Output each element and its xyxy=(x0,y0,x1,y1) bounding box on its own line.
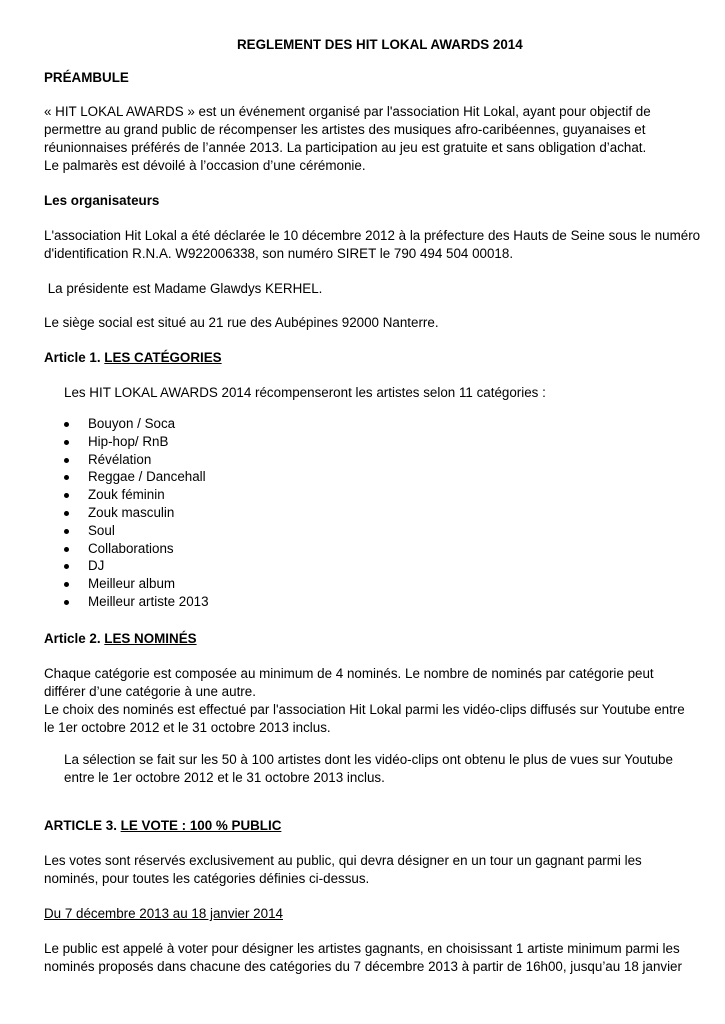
bullet-icon xyxy=(64,529,69,534)
category-label: Reggae / Dancehall xyxy=(88,469,206,485)
list-item xyxy=(64,486,209,504)
article2-line: Le choix des nominés est effectué par l'association Hit Lokal parmi les vidéo-clips diffusés sur Youtube entre xyxy=(44,702,685,717)
category-label: Soul xyxy=(88,522,115,538)
bullet-icon xyxy=(64,422,69,427)
vote-period: Du 7 décembre 2013 au 18 janvier 2014 xyxy=(44,906,283,921)
bullet-icon xyxy=(64,564,69,569)
article1-title: LES CATÉGORIES xyxy=(104,350,222,365)
preambule-line: Le palmarès est dévoilé à l’occasion d’une cérémonie. xyxy=(44,158,366,173)
article2-line: différer d’une catégorie à une autre. xyxy=(44,684,256,699)
article2-line: Chaque catégorie est composée au minimum de 4 nominés. Le nombre de nominés par catégorie peut xyxy=(44,666,654,681)
article3-line: Le public est appelé à voter pour désigner les artistes gagnants, en choisissant 1 artiste minimum parmi les xyxy=(44,941,680,956)
document-title: REGLEMENT DES HIT LOKAL AWARDS 2014 xyxy=(237,37,523,52)
bullet-icon xyxy=(64,547,69,552)
list-item xyxy=(64,540,209,558)
article1-number: Article 1. xyxy=(44,350,105,365)
list-item xyxy=(64,451,209,469)
list-item xyxy=(64,522,209,540)
category-list xyxy=(64,415,209,611)
category-label: Bouyon / Soca xyxy=(88,416,176,431)
category-label: Collaborations xyxy=(88,540,174,556)
preambule-line: permettre au grand public de récompenser les artistes des musiques afro-caribéennes, guyanaises et xyxy=(44,122,646,137)
organisateurs-heading: Les organisateurs xyxy=(44,193,160,208)
article2-title: LES NOMINÉS xyxy=(104,631,197,646)
article3-line: nominés proposés dans chacune des catégories du 7 décembre 2013 à partir de 16h00, jusqu’au 18 janvier xyxy=(44,959,682,974)
bullet-icon xyxy=(64,475,69,480)
article2-heading xyxy=(44,630,197,648)
category-label: Révélation xyxy=(88,451,152,467)
bullet-icon xyxy=(64,440,69,445)
article3-title: LE VOTE : 100 % PUBLIC xyxy=(120,818,282,833)
preambule-line: réunionnaises préférés de l’année 2013. La participation au jeu est gratuite et sans obligation d’achat. xyxy=(44,140,647,155)
category-label: Zouk masculin xyxy=(88,504,175,520)
list-item xyxy=(64,433,209,451)
list-item xyxy=(64,575,209,593)
category-label: Zouk féminin xyxy=(88,487,165,503)
organisateurs-line: L'association Hit Lokal a été déclarée le 10 décembre 2012 à la préfecture des Hauts de Seine sous le numéro xyxy=(44,228,701,243)
article3-number: ARTICLE 3. xyxy=(44,818,121,833)
list-item xyxy=(64,468,209,486)
bullet-icon xyxy=(64,582,69,587)
bullet-icon xyxy=(64,493,69,498)
article2-number: Article 2. xyxy=(44,631,105,646)
category-label: Meilleur artiste 2013 xyxy=(88,593,209,609)
preambule-line: « HIT LOKAL AWARDS » est un événement organisé par l'association Hit Lokal, ayant pour objectif de xyxy=(44,104,651,119)
list-item xyxy=(64,504,209,522)
article2-line: le 1er octobre 2012 et le 31 octobre 2013 inclus. xyxy=(44,720,331,735)
list-item xyxy=(64,593,209,611)
category-label: DJ xyxy=(88,558,105,574)
bullet-icon xyxy=(64,600,69,605)
list-item xyxy=(64,415,209,433)
article3-heading xyxy=(44,817,281,835)
article3-line: nominés, pour toutes les catégories définies ci-dessus. xyxy=(44,871,370,886)
selection-line: La sélection se fait sur les 50 à 100 artistes dont les vidéo-clips ont obtenu le plus de vues sur Youtube xyxy=(64,752,673,767)
selection-line: entre le 1er octobre 2012 et le 31 octobre 2013 inclus. xyxy=(64,770,385,785)
article1-intro: Les HIT LOKAL AWARDS 2014 récompenseront les artistes selon 11 catégories : xyxy=(64,385,546,400)
article3-line: Les votes sont réservés exclusivement au public, qui devra désigner en un tour un gagnant parmi les xyxy=(44,853,642,868)
article1-heading xyxy=(44,349,222,367)
organisateurs-line: d'identification R.N.A. W922006338, son numéro SIRET le 790 494 504 00018. xyxy=(44,246,514,261)
category-label: Meilleur album xyxy=(88,576,176,592)
bullet-icon xyxy=(64,511,69,516)
list-item xyxy=(64,557,209,575)
preambule-heading: PRÉAMBULE xyxy=(44,70,129,85)
bullet-icon xyxy=(64,458,69,463)
siege-line: Le siège social est situé au 21 rue des Aubépines 92000 Nanterre. xyxy=(44,315,439,330)
presidente-line: La présidente est Madame Glawdys KERHEL. xyxy=(44,281,323,296)
category-label: Hip-hop/ RnB xyxy=(88,433,169,449)
